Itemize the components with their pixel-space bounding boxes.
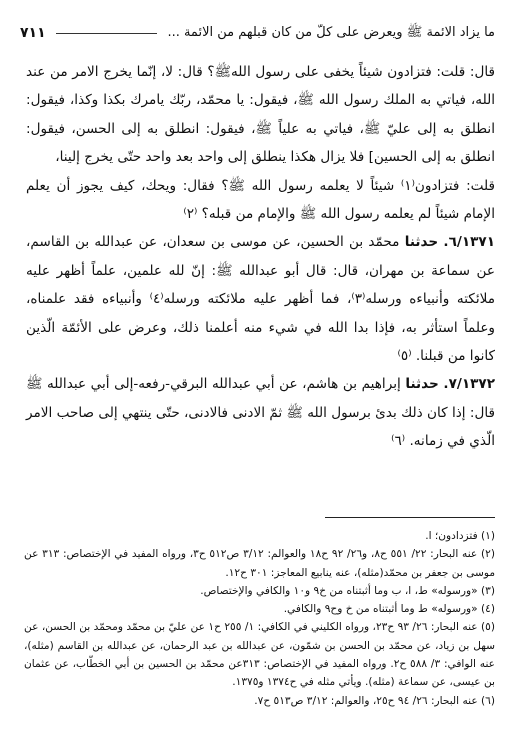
running-header: [20, 22, 495, 44]
footnotes: [24, 527, 495, 710]
footnote-5: (٥) عنه البحار: ٢٦/ ٩٣ ح٢٣، ورواه الكليني في الكافي: ١/ ٢٥٥ ح١ عن عليّ بن محمّد ومحمّد بن الحسن، عن سهل بن زياد، عن محمّد بن الحسن بن شمّون، عن عبدالله بن عبد الرحمان، عن عبدالله بن القاسم (مثله)، عنه الوافي: ٣/ ٥٨٨ ح٢. ورواه المفيد في الإختصاص: ٣١٣عن محمّد بن الحسين بن أبي الخطّاب، عن عثمان بن عيسى، عن سماعة (مثله). ويأتي مثله في ح١٣٧٤ و١٣٧٥.: [24, 621, 495, 689]
hadith-1372: [26, 370, 495, 455]
page-number: ٧١١: [20, 25, 46, 41]
paragraph-1: قال: قلت: فتزادون شيئاً يخفى على رسول اللهﷺ؟ قال: لا، إنّما يخرج الامر من عند الله، فياتي به الملك رسول الله ﷺ، فيقول: يا محمّد، ربّك يامرك بكذا وكذا، فيقول: انطلق به إلى عليّ ﷺ، فياتي به علياً ﷺ، فيقول: انطلق به إلى الحسن، فيقول: انطلق به إلى الحسين] فلا يزال هكذا ينطلق إلى واحد بعد واحد حتّى يخرج إلينا،: [26, 64, 495, 166]
footnote-1: (١) فتزدادون؛ ا.: [425, 530, 495, 542]
hadith-1371-number: ٦/١٣٧١.: [443, 234, 496, 251]
paragraph-2: قلت: فتزادون⁽١⁾ شيئاً لا يعلمه رسول الله ﷺ؟ فقال: ويحك، كيف يجوز أن يعلم الإمام شيئاً لم يعلمه رسول الله ﷺ والإمام من قبله؟ ⁽٢⁾: [26, 177, 495, 223]
hadith-1372-text: إبراهيم بن هاشم، عن أبي عبدالله البرقي-رفعه-إلى أبي عبدالله ﷺ قال: إذا كان ذلك بدئ برسول الله ﷺ ثمّ الادنى فالادنى، حتّى ينتهي إلى صاحب الامر الّذي في زمانه. ⁽٦⁾: [26, 376, 495, 450]
main-text: [26, 58, 495, 456]
header-rule: [56, 33, 158, 34]
footnote-2: (٢) عنه البحار: ٢٢/ ٥٥١ ح٨، و٢٦/ ٩٢ ح١٨ والعوالم: ٣/١٢ ص٥١٢ ح٣، ورواه المفيد في الإختصاص: ٣١٣ عن موسى بن جعفر بن محمّد(مثله)، عنه ينابيع المعاجز: ٣٠١ ح١٢.: [24, 548, 495, 579]
footnote-6: (٦) عنه البحار: ٢٦/ ٩٤ ح٢٥، والعوالم: ٣/١٢ ص٥١٣ ح٧.: [254, 694, 495, 707]
hadith-1372-number: ٧/١٣٧٢.: [443, 376, 496, 393]
hadith-1372-lead: حدثنا: [405, 376, 439, 393]
hadith-1371: [26, 228, 495, 370]
footnote-4: (٤) «ورسوله» ط وما أثبتناه من خ وح٩ والكافي.: [283, 603, 495, 616]
footnote-3: (٣) «ورسوله» ط، ا، ب وما أثبتناه من خ٩ و١٠ والكافي والإختصاص.: [200, 584, 495, 597]
running-header-title: ما يزاد الائمة ﷺ ويعرض على كلّ من كان قبلهم من الائمة ...: [167, 24, 495, 40]
hadith-1371-lead: حدثنا: [404, 234, 439, 251]
hadith-1371-text: محمّد بن الحسين، عن موسى بن سعدان، عن عبدالله بن القاسم، عن سماعة بن مهران، قال: قال أبو عبدالله ﷺ: إنّ لله علمين، علماً أظهر عليه ملائكته وأنبياءه ورسله⁽٣⁾، فما أظهر عليه ملائكته ورسله⁽٤⁾ وأنبياءه فقد علمناه، وعلماً استأثر به، فإذا بدا الله في شيء منه أعلمنا ذلك، وعرض على الأئمّة الّذين كانوا من قبلنا. ⁽٥⁾: [26, 234, 495, 365]
footnote-rule: [325, 517, 495, 518]
